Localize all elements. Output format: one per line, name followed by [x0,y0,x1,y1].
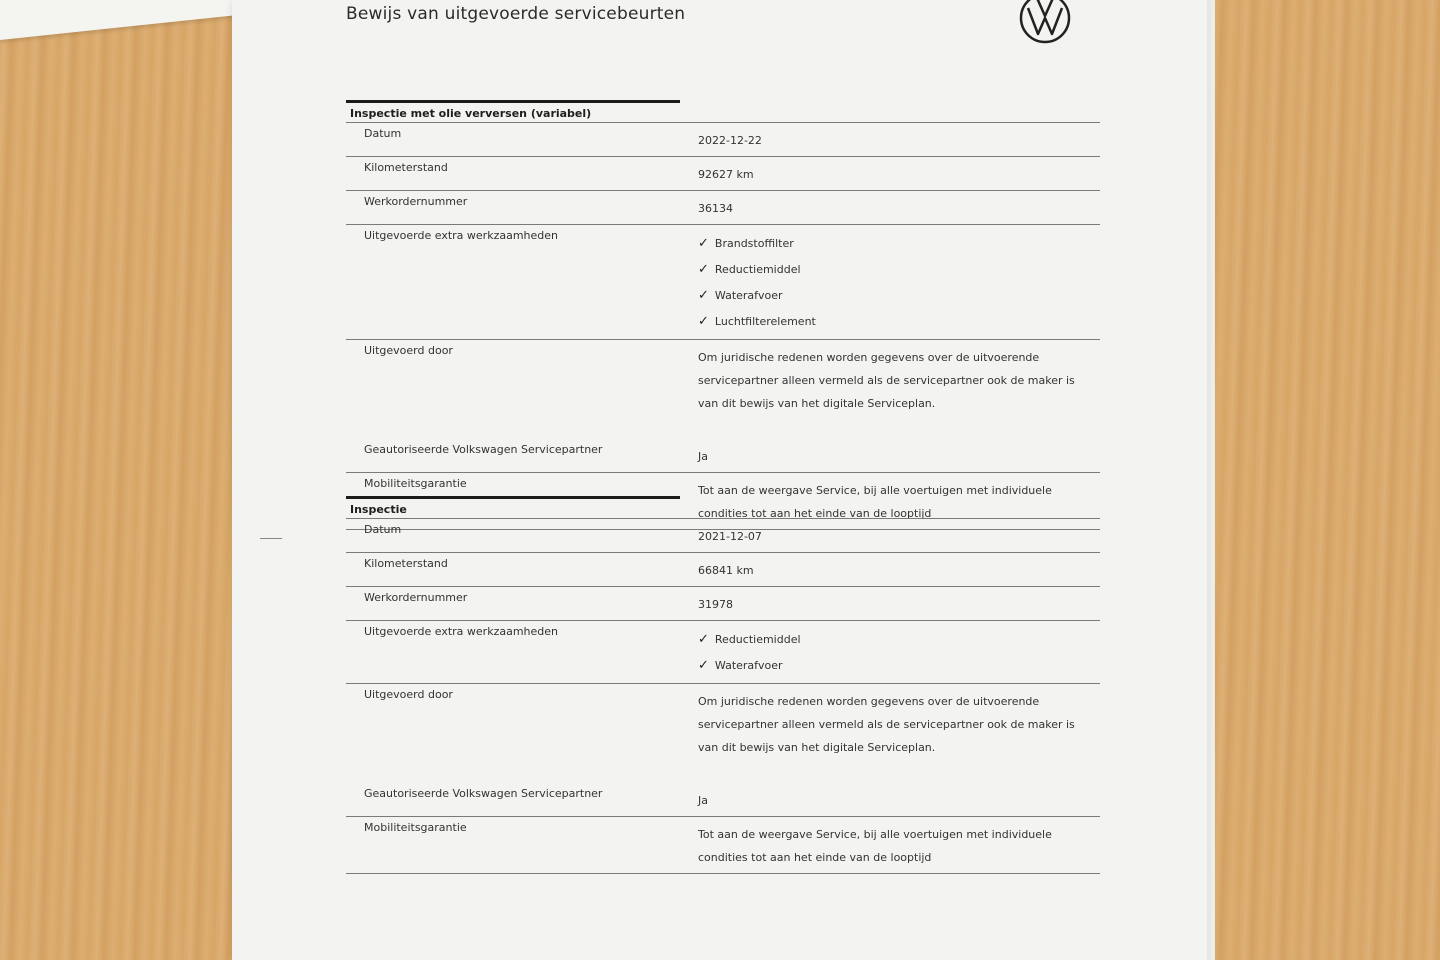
door-text: Om juridische redenen worden gegevens over de uitvoerende servicepartner alleen vermeld als de servicepartner ook de maker is van dit bewijs van het digitale Serviceplan. [698,695,1075,754]
list-item [698,653,1100,679]
extra-item-label: Waterafvoer [714,289,783,302]
datum-value: 2021-12-07 [698,530,762,543]
spacer [698,415,1100,435]
section-heading: Inspectie met olie verversen (variabel) [350,107,592,120]
service-document [232,0,1207,960]
datum-label: Datum [364,523,402,536]
background-paper-sheet [0,0,250,40]
checkmark-icon: ✓ [698,658,709,673]
mob-value [698,817,1100,873]
extra-item-label: Luchtfilterelement [714,315,816,328]
row-geautoriseerd [346,783,1100,816]
service-entry-2 [346,496,1100,874]
row-kilometerstand [346,156,1100,190]
section-heading: Inspectie [350,503,407,516]
extra-item-label: Reductiemiddel [714,633,801,646]
checkmark-icon: ✓ [698,236,709,251]
service-entry-1 [346,100,1100,530]
door-text: Om juridische redenen worden gegevens over de uitvoerende servicepartner alleen vermeld als de servicepartner ook de maker is van dit bewijs van het digitale Serviceplan. [698,351,1075,410]
spacer [698,759,1100,779]
werkorder-value: 36134 [698,202,733,215]
list-item [698,283,1100,309]
row-geautoriseerd [346,439,1100,472]
geaut-label: Geautoriseerde Volkswagen Servicepartner [364,787,603,800]
list-item [698,257,1100,283]
list-item [698,309,1100,335]
extra-label: Uitgevoerde extra werkzaamheden [364,625,558,638]
mob-label: Mobiliteitsgarantie [364,821,467,834]
row-kilometerstand [346,552,1100,586]
extra-list [698,225,1100,339]
document-title: Bewijs van uitgevoerde servicebeurten [346,4,686,24]
geaut-value: Ja [698,794,708,807]
checkmark-icon: ✓ [698,288,709,303]
extra-list [698,621,1100,683]
door-label: Uitgevoerd door [364,688,453,701]
km-value: 66841 km [698,564,754,577]
mob-label: Mobiliteitsgarantie [364,477,467,490]
row-datum [346,122,1100,156]
werkorder-label: Werkordernummer [364,591,468,604]
extra-item-label: Waterafvoer [714,659,783,672]
km-value: 92627 km [698,168,754,181]
geaut-label: Geautoriseerde Volkswagen Servicepartner [364,443,603,456]
margin-mark [260,538,282,539]
door-value [698,684,1100,783]
km-label: Kilometerstand [364,557,448,570]
row-mobiliteitsgarantie [346,816,1100,874]
row-werkordernummer [346,190,1100,224]
row-datum [346,518,1100,552]
checkmark-icon: ✓ [698,262,709,277]
row-extra-werkzaamheden [346,620,1100,683]
list-item [698,231,1100,257]
volkswagen-logo-icon [1017,0,1073,46]
extra-item-label: Reductiemiddel [714,263,801,276]
door-value [698,340,1100,439]
row-uitgevoerd-door [346,683,1100,783]
checkmark-icon: ✓ [698,314,709,329]
geaut-value: Ja [698,450,708,463]
datum-label: Datum [364,127,402,140]
werkorder-label: Werkordernummer [364,195,468,208]
list-item [698,627,1100,653]
werkorder-value: 31978 [698,598,733,611]
door-label: Uitgevoerd door [364,344,453,357]
km-label: Kilometerstand [364,161,448,174]
extra-label: Uitgevoerde extra werkzaamheden [364,229,558,242]
extra-item-label: Brandstoffilter [714,237,794,250]
row-extra-werkzaamheden [346,224,1100,339]
mob-text: Tot aan de weergave Service, bij alle voertuigen met individuele condities tot aan het einde van de looptijd [698,484,1052,520]
row-uitgevoerd-door [346,339,1100,439]
mob-text: Tot aan de weergave Service, bij alle voertuigen met individuele condities tot aan het einde van de looptijd [698,828,1052,864]
datum-value: 2022-12-22 [698,134,762,147]
checkmark-icon: ✓ [698,632,709,647]
row-werkordernummer [346,586,1100,620]
